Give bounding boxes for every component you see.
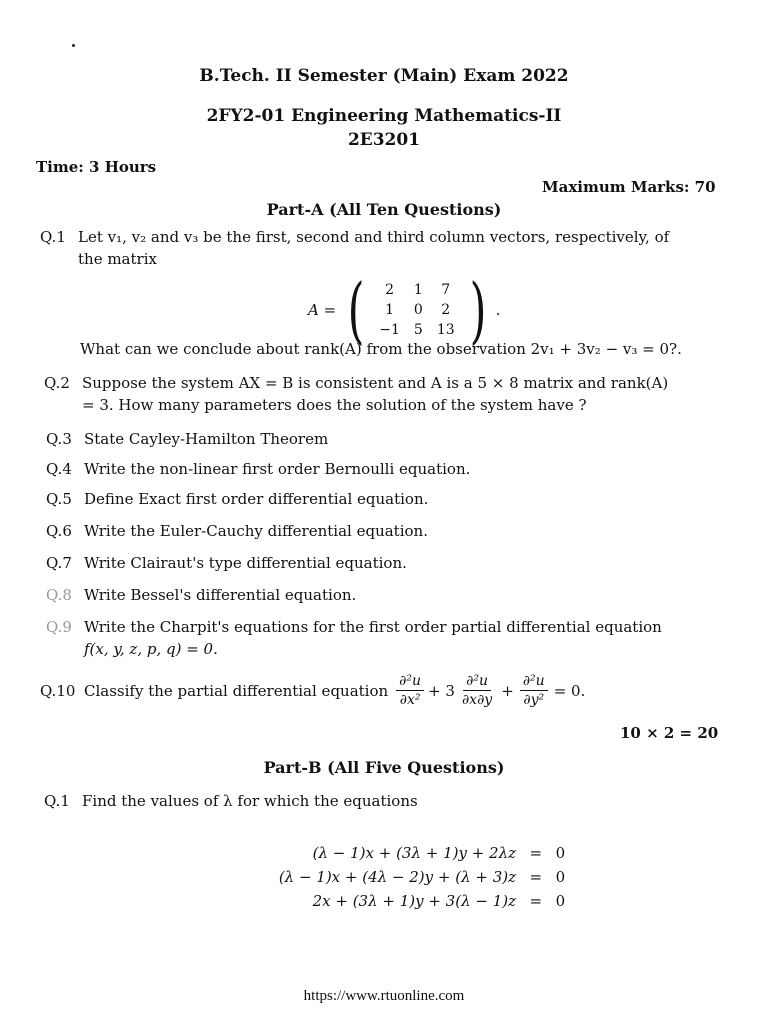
question-text: Write the Charpit's equations for the first order partial differential equation xyxy=(84,618,662,636)
fraction-numerator: ∂²u xyxy=(520,672,548,691)
equals-sign: = xyxy=(529,892,543,910)
matrix-cell: 2 xyxy=(385,282,395,298)
question-text: Write Clairaut's type differential equation. xyxy=(84,554,407,572)
fraction-denominator: ∂y² xyxy=(523,692,545,708)
equation-tail: = 0. xyxy=(553,681,586,700)
question-number: Q.9 xyxy=(46,618,72,636)
question-number: Q.5 xyxy=(46,490,72,508)
part-a-q5 xyxy=(46,490,428,508)
question-number: Q.2 xyxy=(44,374,70,392)
part-b-q1 xyxy=(44,792,418,810)
matrix-cell: −1 xyxy=(379,322,400,338)
left-paren-icon: ( xyxy=(347,268,365,352)
matrix-cell: 1 xyxy=(385,302,395,318)
part-a-q1-line3: What can we conclude about rank(A) from the observation 2v₁ + 3v₂ − v₃ = 0?. xyxy=(80,340,682,358)
question-number: Q.8 xyxy=(46,586,72,604)
max-marks: Maximum Marks: 70 xyxy=(542,178,716,196)
part-a-q8 xyxy=(46,586,356,604)
equation-lhs: (λ − 1)x + (3λ + 1)y + 2λz xyxy=(312,844,516,862)
plus-sign: + 3 xyxy=(428,681,455,700)
question-text: Write the Euler-Cauchy differential equation. xyxy=(84,522,428,540)
exam-time: Time: 3 Hours xyxy=(36,158,157,176)
equation-row xyxy=(236,868,576,886)
part-a-q3 xyxy=(46,430,328,448)
matrix-cell: 2 xyxy=(441,302,451,318)
fraction-denominator: ∂x∂y xyxy=(461,692,493,708)
part-a-heading: Part-A (All Ten Questions) xyxy=(266,200,502,219)
part-a-q2-line2: = 3. How many parameters does the solution of the system have ? xyxy=(82,396,587,414)
matrix-cell: 5 xyxy=(413,322,423,338)
matrix-row xyxy=(372,280,461,300)
part-a-q4 xyxy=(46,460,470,478)
subject-code: 2E3201 xyxy=(347,130,421,150)
matrix-cell: 13 xyxy=(436,322,455,338)
equals-sign: = xyxy=(529,844,543,862)
matrix-cell: 7 xyxy=(441,282,451,298)
question-text: Suppose the system AX = B is consistent and A is a 5 × 8 matrix and rank(A) xyxy=(82,374,669,392)
question-text: Classify the partial differential equation xyxy=(84,681,389,700)
question-text: Write the non-linear first order Bernoulli equation. xyxy=(84,460,471,478)
question-number: Q.10 xyxy=(40,681,76,700)
footer-url[interactable]: https://www.rtuonline.com xyxy=(303,988,465,1004)
part-b-heading: Part-B (All Five Questions) xyxy=(263,758,505,777)
question-number: Q.6 xyxy=(46,522,72,540)
part-a-q10 xyxy=(40,672,585,709)
equation-row xyxy=(236,892,576,910)
equation-lhs: (λ − 1)x + (4λ − 2)y + (λ + 3)z xyxy=(278,868,516,886)
question-number: Q.3 xyxy=(46,430,72,448)
part-a-q1-line1 xyxy=(40,228,669,246)
matrix-end: . xyxy=(495,301,501,319)
equals-sign: = xyxy=(529,868,543,886)
part-a-q9-line1 xyxy=(46,618,662,636)
question-number: Q.1 xyxy=(40,228,66,246)
part-a-q1-line2: the matrix xyxy=(78,250,157,268)
question-text: Define Exact first order differential equation. xyxy=(84,490,429,508)
subject-title: 2FY2-01 Engineering Mathematics-II xyxy=(206,106,562,126)
part-a-q7 xyxy=(46,554,407,572)
equation-rhs: 0 xyxy=(555,844,566,862)
matrix-table xyxy=(372,280,461,340)
question-text: Find the values of λ for which the equations xyxy=(82,792,418,810)
matrix-cell: 0 xyxy=(413,302,423,318)
equation-rhs: 0 xyxy=(555,892,566,910)
question-number: Q.1 xyxy=(44,792,70,810)
plus-sign: + xyxy=(501,681,514,700)
matrix-row xyxy=(372,320,461,340)
fraction-term-3 xyxy=(520,672,548,709)
part-a-q2-line1 xyxy=(44,374,668,392)
scan-speck xyxy=(72,44,75,47)
equation-rhs: 0 xyxy=(555,868,566,886)
question-number: Q.7 xyxy=(46,554,72,572)
question-text: Let v₁, v₂ and v₃ be the first, second and third column vectors, respectively, of xyxy=(78,228,670,246)
part-a-q9-line2: f(x, y, z, p, q) = 0. xyxy=(84,640,218,658)
equation-lhs: 2x + (3λ + 1)y + 3(λ − 1)z xyxy=(312,892,516,910)
exam-title: B.Tech. II Semester (Main) Exam 2022 xyxy=(199,66,569,86)
question-text: Write Bessel's differential equation. xyxy=(84,586,357,604)
equation-row xyxy=(236,844,576,862)
fraction-denominator: ∂x² xyxy=(399,692,421,708)
fraction-numerator: ∂²u xyxy=(396,672,424,691)
matrix-cell: 1 xyxy=(413,282,423,298)
question-text: State Cayley-Hamilton Theorem xyxy=(84,430,329,448)
fraction-numerator: ∂²u xyxy=(463,672,491,691)
matrix-label: A = xyxy=(308,301,337,319)
matrix-a xyxy=(308,268,501,352)
fraction-term-2 xyxy=(459,672,495,709)
part-a-marks: 10 × 2 = 20 xyxy=(620,724,719,742)
matrix-row xyxy=(372,300,461,320)
part-a-q6 xyxy=(46,522,428,540)
right-paren-icon: ) xyxy=(469,268,487,352)
fraction-term-1 xyxy=(396,672,424,709)
question-number: Q.4 xyxy=(46,460,72,478)
